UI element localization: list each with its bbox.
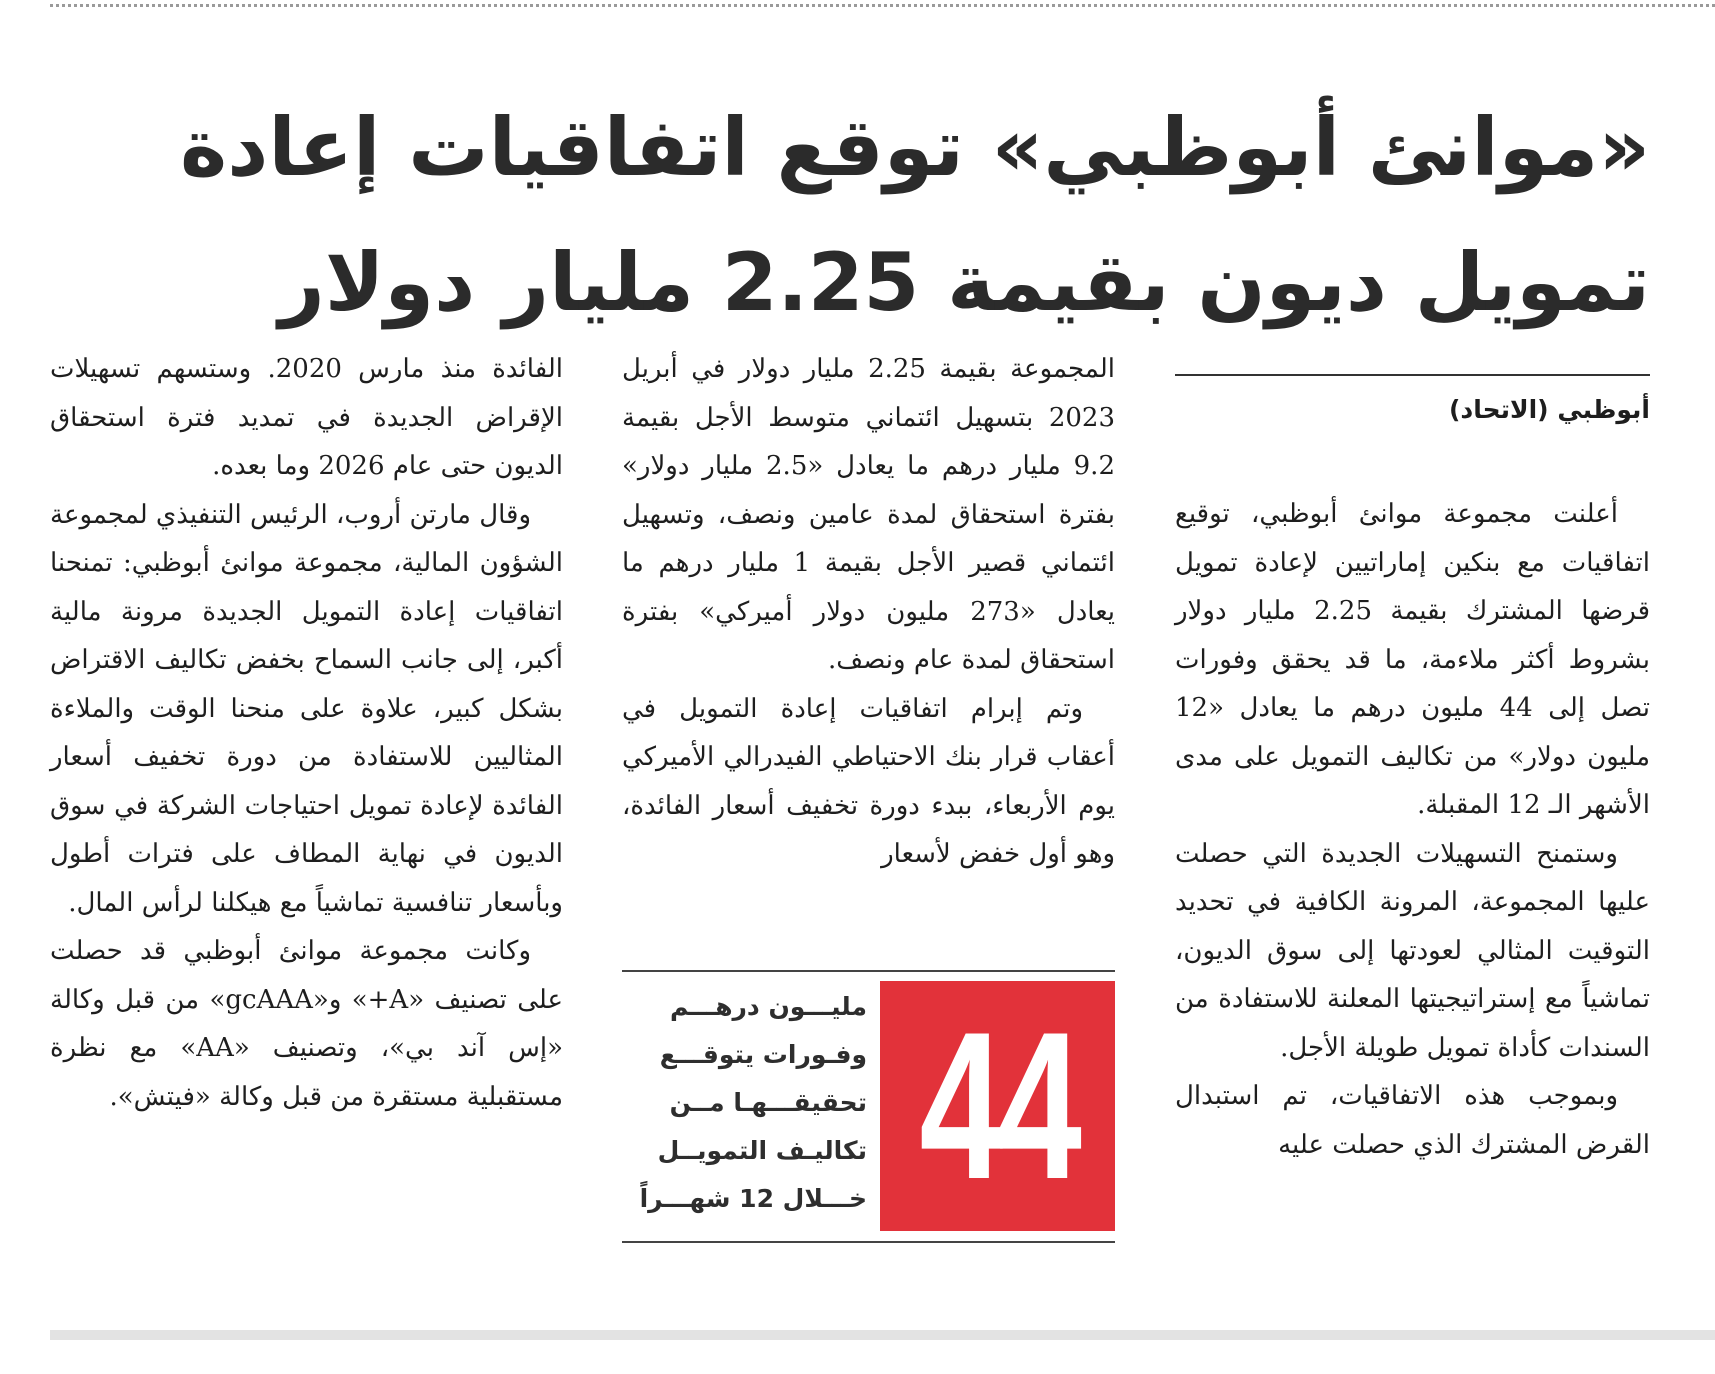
callout-line: وفـورات يتوقـــع <box>659 1040 867 1069</box>
callout-number-box <box>880 981 1115 1231</box>
article-byline: أبوظبي (الاتحاد) <box>1448 395 1650 424</box>
byline-rule <box>1175 374 1650 376</box>
article-column-3 <box>50 345 563 1121</box>
callout-bottom-rule <box>622 1241 1115 1243</box>
paragraph: أعلنت مجموعة موانئ أبوظبي، توقيع اتفاقيات مع بنكين إماراتيين لإعادة تمويل قرضها المشترك بقيمة 2.25 مليار دولار بشروط أكثر ملاءمة، ما قد يحقق وفورات تصل إلى 44 مليون درهم ما يعادل «12 مليون دولار» من تكاليف التمويل على مدى الأشهر الـ 12 المقبلة. <box>1175 499 1651 820</box>
article-headline: «موانئ أبوظبي» توقع اتفاقيات إعادة تمويل ديون بقيمة 2.25 مليار دولار <box>180 101 1650 329</box>
callout-line: مليـــون درهـــم <box>669 992 867 1021</box>
paragraph: وستمنح التسهيلات الجديدة التي حصلت عليها المجموعة، المرونة الكافية في تحديد التوقيت المثالي لعودتها إلى سوق الديون، تماشياً مع إستراتيجيتها المعلنة للاستفادة من السندات كأداة تمويل طويلة الأجل. <box>1175 838 1650 1063</box>
footer-bar <box>50 1330 1715 1340</box>
paragraph: المجموعة بقيمة 2.25 مليار دولار في أبريل 2023 بتسهيل ائتماني متوسط الأجل بقيمة 9.2 مليار درهم ما يعادل «2.5 مليار دولار» بفترة استحقاق لمدة عامين ونصف، وتسهيل ائتماني قصير الأجل بقيمة 1 مليار درهم ما يعادل «273 مليون دولار أميركي» بفترة استحقاق لمدة عام ونصف. <box>622 354 1116 675</box>
callout-number: 44 <box>919 988 1076 1223</box>
callout-caption <box>622 983 867 1223</box>
callout-line: خـــلال 12 شهـــراً <box>639 1184 867 1213</box>
paragraph: وبموجب هذه الاتفاقيات، تم استبدال القرض المشترك الذي حصلت عليه <box>1175 1081 1650 1160</box>
paragraph: الفائدة منذ مارس 2020. وستسهم تسهيلات الإقراض الجديدة في تمديد فترة استحقاق الديون حتى عام 2026 وما بعده. <box>50 354 563 481</box>
paragraph: وقال مارتن أروب، الرئيس التنفيذي لمجموعة الشؤون المالية، مجموعة موانئ أبوظبي: تمنحنا اتفاقيات إعادة التمويل الجديدة مرونة مالية أكبر، إلى جانب السماح بخفض تكاليف الاقتراض بشكل كبير، علاوة على منحنا الوقت والملاءة المثاليين للاستفادة من دورة تخفيف أسعار الفائدة لإعادة تمويل احتياجات الشركة في سوق الديون في نهاية المطاف على فترات أطول وبأسعار تنافسية تماشياً مع هيكلنا لرأس المال. <box>50 499 563 918</box>
callout-line: تحقيقـــهـا مــن <box>669 1088 867 1117</box>
article-column-1 <box>1175 490 1650 1169</box>
callout-top-rule <box>622 970 1115 972</box>
callout-line: تكاليـف التمويــل <box>657 1136 867 1165</box>
article-column-2 <box>622 345 1115 879</box>
paragraph: وتم إبرام اتفاقيات إعادة التمويل في أعقاب قرار بنك الاحتياطي الفيدرالي الأميركي يوم الأربعاء، ببدء دورة تخفيف أسعار الفائدة، وهو أول خفض لأسعار <box>622 693 1115 869</box>
paragraph: وكانت مجموعة موانئ أبوظبي قد حصلت على تصنيف «A+» و«gcAAA» من قبل وكالة «إس آند بي»، وتصنيف «AA» مع نظرة مستقبلية مستقرة من قبل وكالة «فيتش». <box>50 936 564 1112</box>
top-dotted-rule <box>50 4 1715 7</box>
